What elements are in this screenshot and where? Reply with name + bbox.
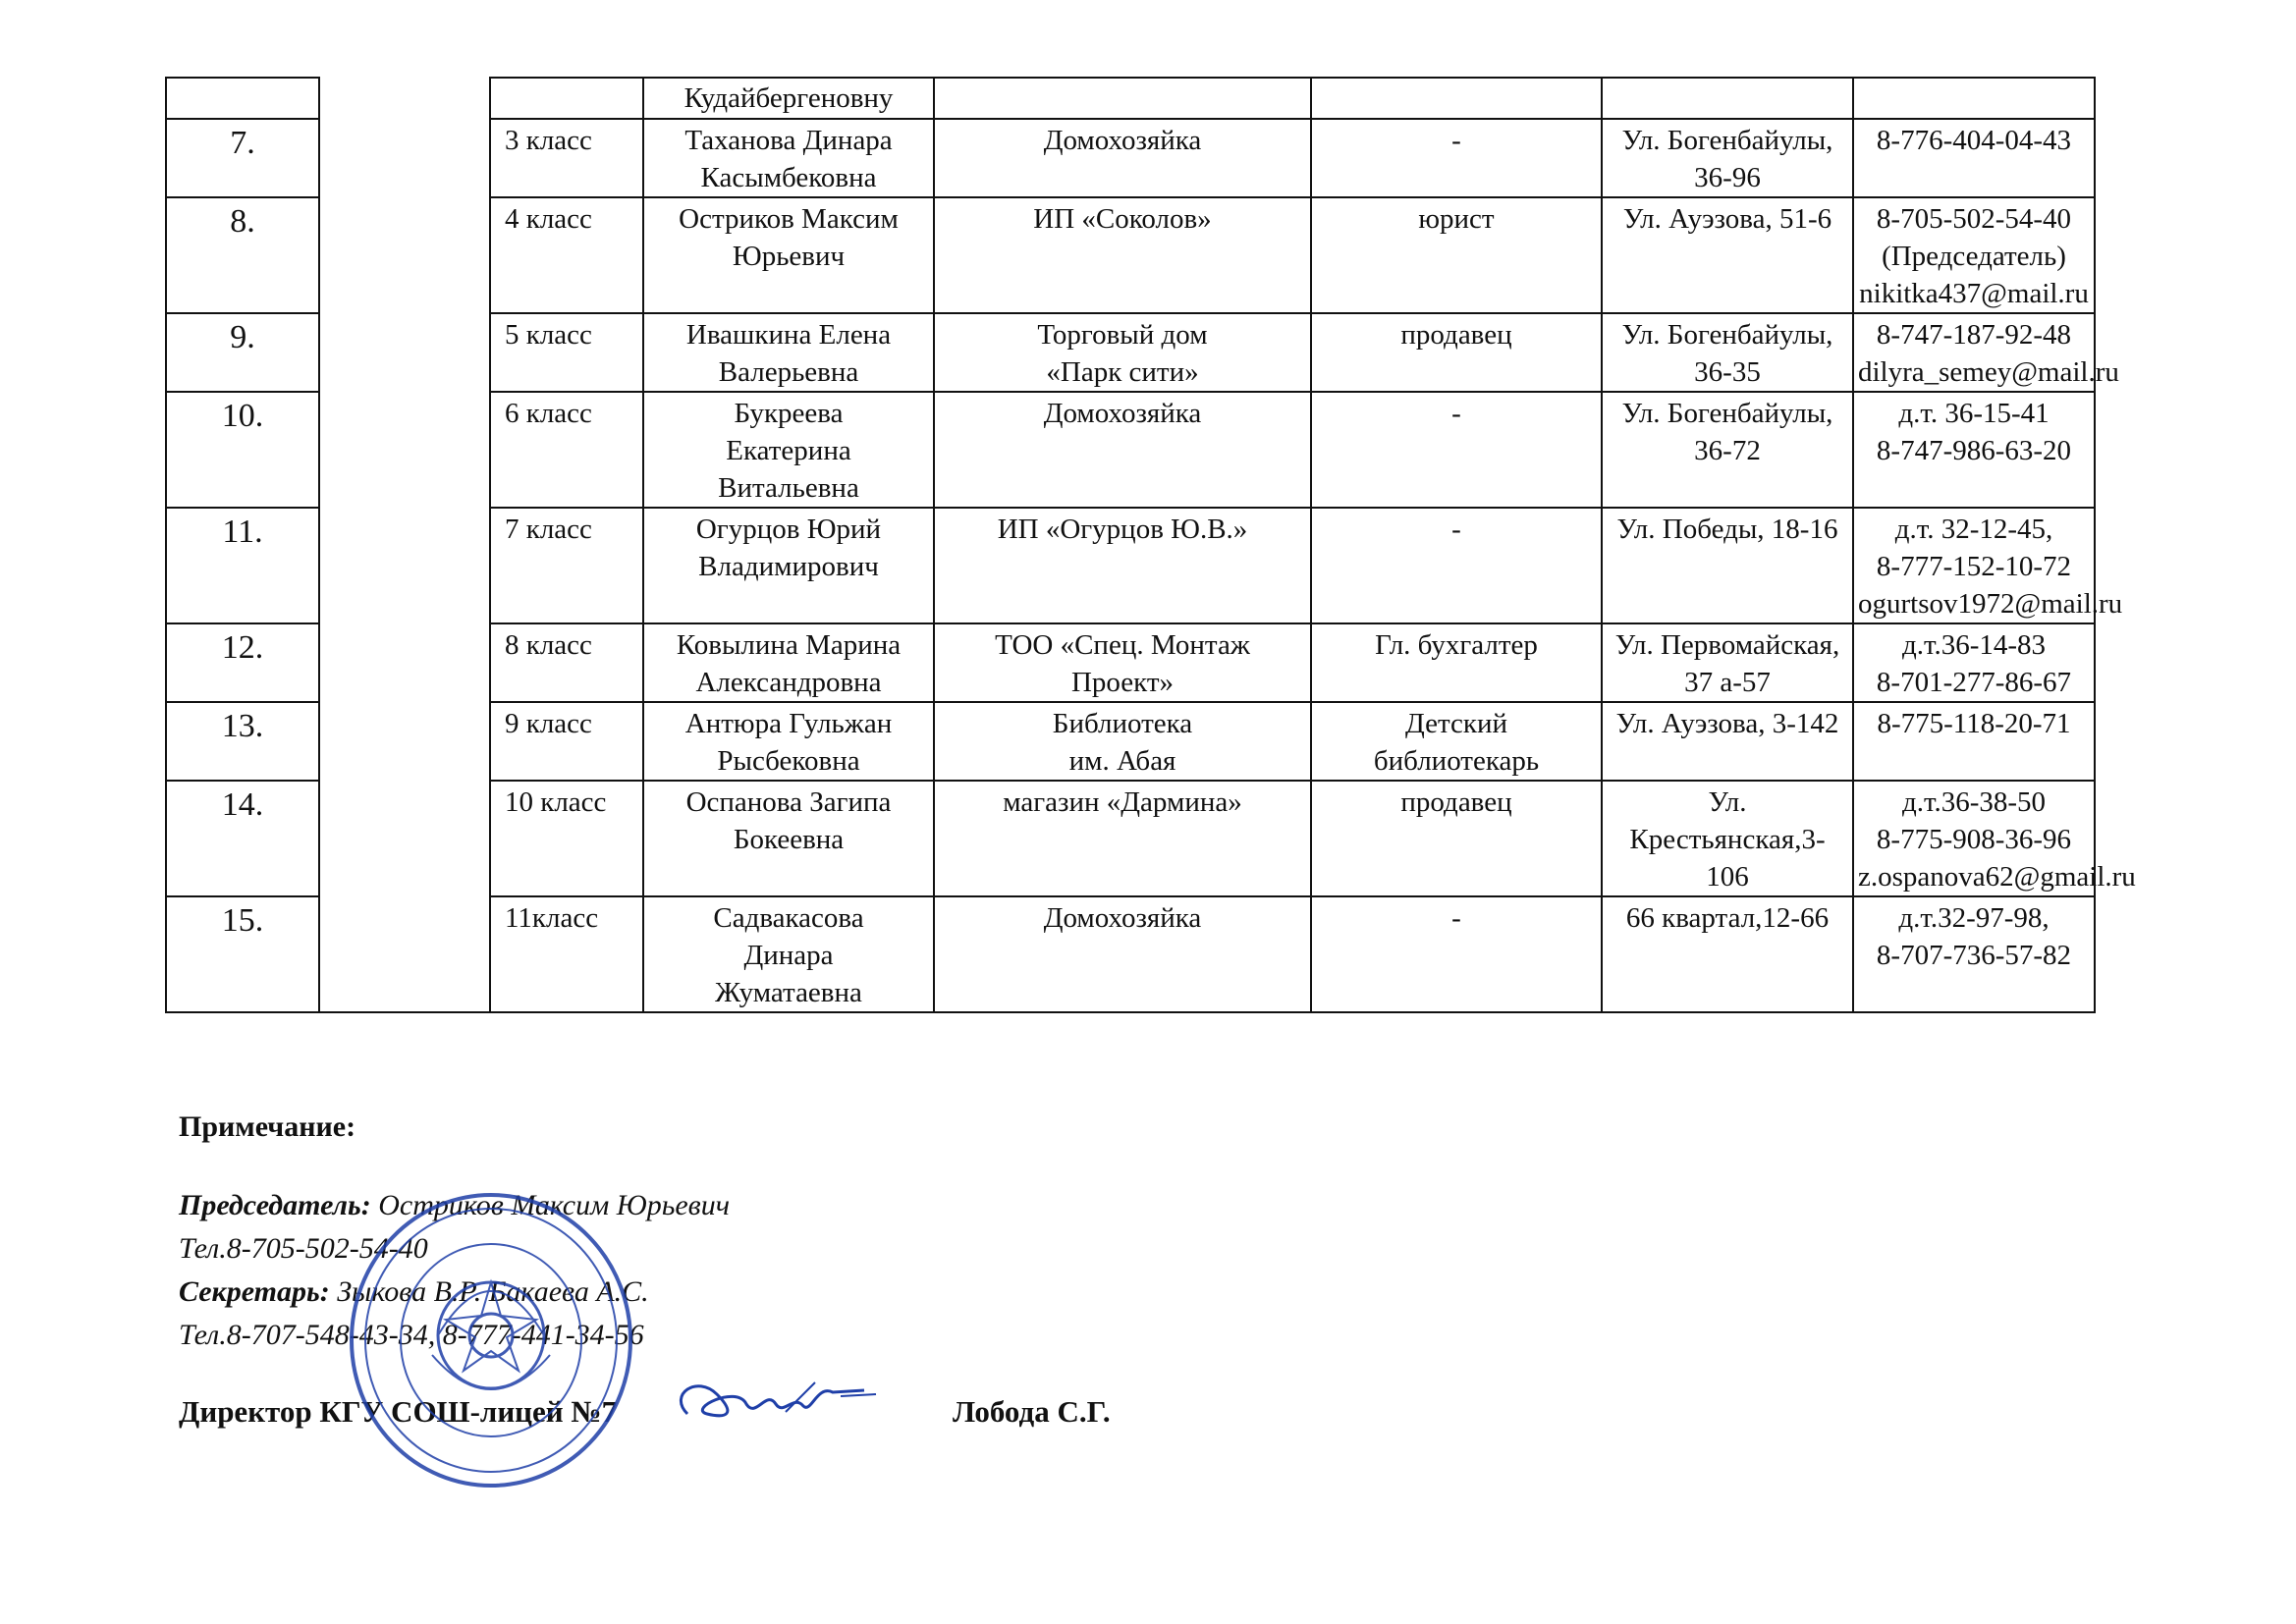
position-cell-line: Гл. бухгалтер xyxy=(1375,629,1538,661)
address-cell-line: 106 xyxy=(1706,861,1749,893)
name-cell xyxy=(643,119,934,197)
position-cell-line: продавец xyxy=(1400,786,1512,818)
workplace-cell xyxy=(934,508,1311,623)
phone-cell-line: z.ospanova62@gmail.ru xyxy=(1858,861,2136,893)
position-cell xyxy=(1311,313,1602,392)
row-number-cell: 12. xyxy=(166,623,319,702)
row-number-cell: 7. xyxy=(166,119,319,197)
workplace-cell-line: Проект» xyxy=(1070,667,1175,698)
address-cell-line: 66 квартал,12-66 xyxy=(1625,902,1830,934)
class-cell: 3 класс xyxy=(490,119,643,197)
row-number-cell xyxy=(166,78,319,119)
address-cell-line: Ул. Богенбайулы, xyxy=(1621,398,1833,429)
workplace-cell xyxy=(934,702,1311,781)
address-cell-line: Ул. Победы, 18-16 xyxy=(1616,514,1838,545)
workplace-cell xyxy=(934,313,1311,392)
workplace-cell-line: им. Абая xyxy=(1068,745,1176,777)
workplace-cell xyxy=(934,78,1311,119)
phone-cell-line: 8-777-152-10-72 xyxy=(1876,551,2072,582)
phone-cell xyxy=(1853,78,2095,119)
address-cell-line: 36-72 xyxy=(1694,435,1761,466)
workplace-cell-line: Домохозяйка xyxy=(1043,398,1202,429)
workplace-cell xyxy=(934,623,1311,702)
phone-cell-line: 8-776-404-04-43 xyxy=(1876,125,2072,156)
row-number-cell: 10. xyxy=(166,392,319,508)
row-number-cell: 15. xyxy=(166,896,319,1012)
class-cell: 9 класс xyxy=(490,702,643,781)
name-cell-line: Ивашкина Елена xyxy=(685,319,892,351)
name-cell-line: Динара xyxy=(743,940,834,971)
name-cell-line: Валерьевна xyxy=(718,356,859,388)
name-cell xyxy=(643,702,934,781)
name-cell xyxy=(643,392,934,508)
director-signature xyxy=(668,1365,884,1434)
chair-label: Председатель: xyxy=(179,1189,371,1221)
chair-phone: Тел.8-705-502-54-40 xyxy=(179,1232,428,1265)
secretary-label: Секретарь: xyxy=(179,1275,330,1308)
position-cell xyxy=(1311,781,1602,896)
class-cell: 5 класс xyxy=(490,313,643,392)
address-cell xyxy=(1602,78,1853,119)
name-cell-line: Владимирович xyxy=(698,551,879,582)
name-cell-line: Антюра Гульжан xyxy=(684,708,893,739)
position-cell-line: - xyxy=(1451,398,1461,429)
address-cell-line: Крестьянская,3- xyxy=(1629,824,1826,855)
address-cell xyxy=(1602,623,1853,702)
address-cell xyxy=(1602,508,1853,623)
merged-column-cell xyxy=(319,78,490,1012)
address-cell xyxy=(1602,392,1853,508)
secretary-name: Зыкова В.Р. Бакаева А.С. xyxy=(337,1275,649,1308)
director-title: Директор КГУ СОШ-лицей №7 xyxy=(179,1394,618,1429)
workplace-cell-line: Торговый дом xyxy=(1037,319,1208,351)
address-cell xyxy=(1602,119,1853,197)
address-cell xyxy=(1602,197,1853,313)
name-cell-line: Остриков Максим xyxy=(679,203,899,235)
position-cell-line: - xyxy=(1451,125,1461,156)
notes-heading: Примечание: xyxy=(179,1110,356,1143)
name-cell-line: Витальевна xyxy=(718,472,859,504)
phone-cell xyxy=(1853,896,2095,1012)
workplace-cell-line: Домохозяйка xyxy=(1043,125,1202,156)
phone-cell xyxy=(1853,623,2095,702)
chair-name: Остриков Максим Юрьевич xyxy=(378,1189,731,1221)
address-cell xyxy=(1602,313,1853,392)
position-cell xyxy=(1311,78,1602,119)
name-cell-line: Екатерина xyxy=(726,435,851,466)
position-cell-line: - xyxy=(1451,902,1461,934)
name-cell-line: Жуматаевна xyxy=(715,977,862,1008)
phone-cell-line: д.т. 36-15-41 xyxy=(1898,398,2050,429)
phone-cell xyxy=(1853,392,2095,508)
position-cell-line: продавец xyxy=(1400,319,1512,351)
phone-cell-line: 8-775-908-36-96 xyxy=(1876,824,2072,855)
name-cell xyxy=(643,896,934,1012)
position-cell xyxy=(1311,508,1602,623)
phone-cell xyxy=(1853,119,2095,197)
table-row xyxy=(166,78,2095,119)
name-cell: Кудайбергеновну xyxy=(643,78,934,119)
name-cell-line: Таханова Динара xyxy=(684,125,893,156)
address-cell-line: 37 а-57 xyxy=(1684,667,1771,698)
address-cell xyxy=(1602,896,1853,1012)
phone-cell-line: д.т.36-38-50 xyxy=(1901,786,2047,818)
parents-committee-table xyxy=(165,77,2136,1013)
workplace-cell-line: «Парк сити» xyxy=(1046,356,1199,388)
row-number-cell: 11. xyxy=(166,508,319,623)
address-cell-line: 36-35 xyxy=(1694,356,1761,388)
workplace-cell xyxy=(934,197,1311,313)
position-cell-line: - xyxy=(1451,514,1461,545)
row-number-cell: 9. xyxy=(166,313,319,392)
name-cell-line: Юрьевич xyxy=(732,241,846,272)
name-cell-line: Букреева xyxy=(734,398,844,429)
workplace-cell xyxy=(934,896,1311,1012)
address-cell-line: Ул. Ауэзова, 51-6 xyxy=(1622,203,1832,235)
name-cell-line: Касымбековна xyxy=(700,162,877,193)
phone-cell-line: (Председатель) xyxy=(1882,241,2066,272)
phone-cell-line: nikitka437@mail.ru xyxy=(1859,278,2089,309)
address-cell-line: Ул. Ауэзова, 3-142 xyxy=(1615,708,1839,739)
phone-cell-line: д.т.36-14-83 xyxy=(1901,629,2047,661)
phone-cell-line: д.т. 32-12-45, xyxy=(1894,514,2053,545)
name-cell-line: Садвакасова xyxy=(713,902,864,934)
class-cell: 10 класс xyxy=(490,781,643,896)
name-cell xyxy=(643,781,934,896)
phone-cell-line: 8-705-502-54-40 xyxy=(1876,203,2072,235)
address-cell-line: Ул. xyxy=(1708,786,1747,818)
position-cell xyxy=(1311,896,1602,1012)
workplace-cell xyxy=(934,119,1311,197)
workplace-cell-line: ИП «Соколов» xyxy=(1033,203,1212,235)
workplace-cell-line: Домохозяйка xyxy=(1043,902,1202,934)
workplace-cell xyxy=(934,781,1311,896)
class-cell: 6 класс xyxy=(490,392,643,508)
class-cell: 7 класс xyxy=(490,508,643,623)
address-cell-line: Ул. Богенбайулы, xyxy=(1621,125,1833,156)
workplace-cell-line: магазин «Дармина» xyxy=(1003,786,1242,818)
address-cell-line: Ул. Богенбайулы, xyxy=(1621,319,1833,351)
phone-cell-line: 8-747-187-92-48 xyxy=(1876,319,2072,351)
secretary-phone: Тел.8-707-548-43-34, 8-777-441-34-56 xyxy=(179,1319,644,1351)
name-cell-line: Александровна xyxy=(695,667,882,698)
address-cell-line: Ул. Первомайская, xyxy=(1614,629,1840,661)
class-cell: 11класс xyxy=(490,896,643,1012)
row-number-cell: 13. xyxy=(166,702,319,781)
position-cell-line: юрист xyxy=(1418,203,1495,235)
class-cell xyxy=(490,78,643,119)
director-name: Лобода С.Г. xyxy=(953,1394,1111,1429)
school-seal-stamp xyxy=(344,1188,638,1492)
workplace-cell-line: Библиотека xyxy=(1052,708,1193,739)
name-cell xyxy=(643,313,934,392)
workplace-cell-line: ТОО «Спец. Монтаж xyxy=(995,629,1250,661)
phone-cell-line: ogurtsov1972@mail.ru xyxy=(1858,588,2123,620)
phone-cell xyxy=(1853,313,2119,392)
name-cell-line: Огурцов Юрий xyxy=(695,514,882,545)
name-cell-line: Рысбековна xyxy=(717,745,860,777)
name-cell-line: Бокеевна xyxy=(733,824,845,855)
class-cell: 4 класс xyxy=(490,197,643,313)
name-cell-line: Оспанова Загипа xyxy=(685,786,892,818)
position-cell xyxy=(1311,702,1602,781)
class-cell: 8 класс xyxy=(490,623,643,702)
name-cell-line: Ковылина Марина xyxy=(676,629,902,661)
phone-cell-line: dilyra_semey@mail.ru xyxy=(1858,356,2119,388)
position-cell xyxy=(1311,623,1602,702)
name-cell xyxy=(643,197,934,313)
position-cell-line: библиотекарь xyxy=(1373,745,1540,777)
row-number-cell: 8. xyxy=(166,197,319,313)
phone-cell xyxy=(1853,508,2123,623)
phone-cell-line: 8-701-277-86-67 xyxy=(1876,667,2072,698)
workplace-cell-line: ИП «Огурцов Ю.В.» xyxy=(997,514,1248,545)
workplace-cell xyxy=(934,392,1311,508)
phone-cell xyxy=(1853,197,2095,313)
position-cell xyxy=(1311,119,1602,197)
name-cell xyxy=(643,508,934,623)
address-cell xyxy=(1602,781,1853,896)
phone-cell-line: д.т.32-97-98, xyxy=(1898,902,2050,934)
position-cell xyxy=(1311,392,1602,508)
position-cell-line: Детский xyxy=(1404,708,1508,739)
phone-cell xyxy=(1853,781,2136,896)
phone-cell-line: 8-707-736-57-82 xyxy=(1876,940,2072,971)
phone-cell-line: 8-775-118-20-71 xyxy=(1877,708,2071,739)
phone-cell-line: 8-747-986-63-20 xyxy=(1876,435,2072,466)
row-number-cell: 14. xyxy=(166,781,319,896)
address-cell-line: 36-96 xyxy=(1694,162,1761,193)
phone-cell xyxy=(1853,702,2095,781)
name-cell xyxy=(643,623,934,702)
address-cell xyxy=(1602,702,1853,781)
position-cell xyxy=(1311,197,1602,313)
